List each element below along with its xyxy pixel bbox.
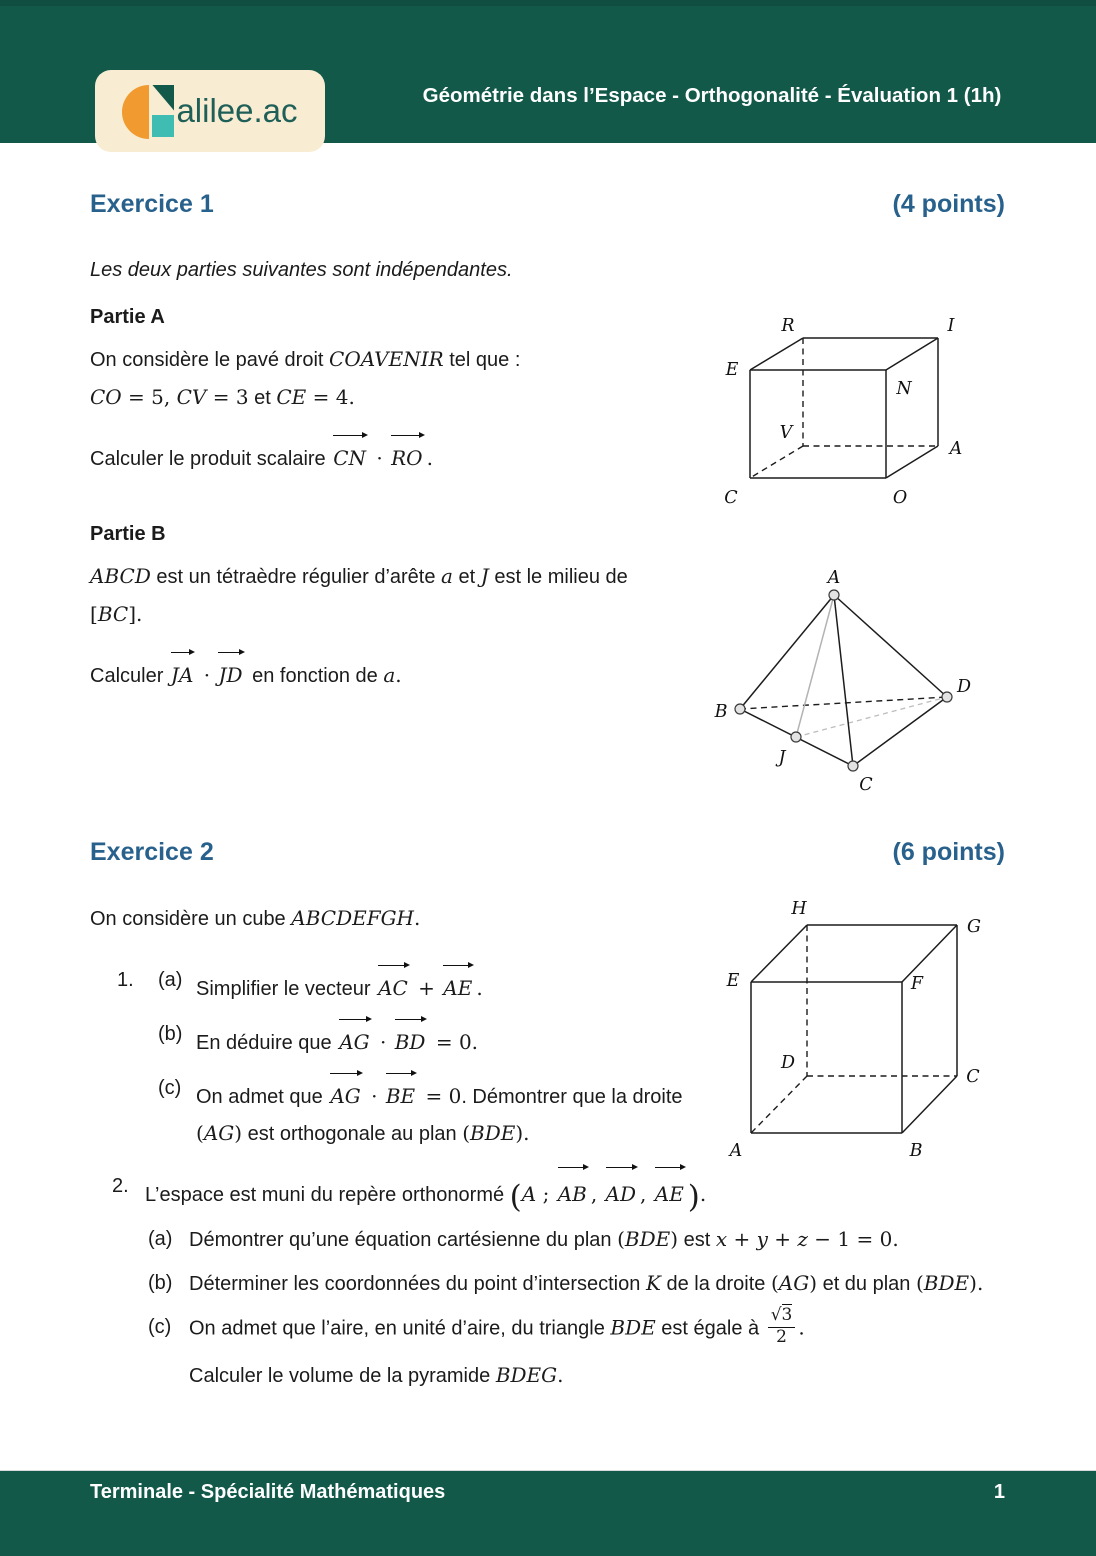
vertex-dot-D [942, 692, 952, 702]
edge-OA [886, 446, 938, 478]
question2-block [112, 1164, 1036, 1394]
edge-AB [740, 595, 834, 709]
edge-JD [796, 697, 947, 737]
exercise2-title: Exercice 2 [90, 838, 214, 866]
exercise1-title: Exercice 1 [90, 190, 214, 218]
question2c-label: (c) [148, 1316, 172, 1338]
question1a-label: (a) [158, 969, 183, 991]
exercise1-points: (4 points) [892, 190, 1005, 218]
question2c-continuation: Calculer le volume de la pyramide BDEG. [189, 1362, 564, 1387]
vertex-label-R: R [781, 316, 795, 336]
part-a [90, 304, 670, 478]
vertex-label-B: B [714, 702, 728, 722]
galilee-logo [95, 70, 325, 152]
part-a-line2: CO = 5, CV = 3 et CE = 4. [90, 385, 355, 409]
edge-AC [834, 595, 853, 766]
question2b-label: (b) [148, 1272, 173, 1294]
footer-page-number: 1 [993, 1481, 1005, 1503]
vertex-label-E: E [725, 360, 739, 380]
exercise1-intro: Les deux parties suivantes sont indépendantes. [90, 259, 513, 281]
vertex-label-C: C [724, 488, 738, 508]
exercise1-header [90, 190, 1005, 219]
edge-EH [751, 925, 807, 982]
question1c-row [117, 1070, 697, 1152]
question2-head-text: L’espace est muni du repère orthonormé (A ; AB , AD , AE ). [145, 1164, 1036, 1217]
vertex-label-A: A [729, 1141, 743, 1161]
edge-CD [853, 697, 947, 766]
exercise2-points: (6 points) [892, 838, 1005, 866]
question2b-text: Déterminer les coordonnées du point d’intersection K de la droite (AG) et du plan (BDE). [189, 1271, 984, 1295]
question2-head-row [112, 1164, 1036, 1217]
question1-list [117, 962, 697, 1161]
part-a-heading: Partie A [90, 306, 165, 328]
vertex-label-F: F [910, 974, 924, 994]
edge-VC [750, 446, 803, 478]
question2b-row [148, 1265, 1036, 1302]
page-footer [0, 1470, 1096, 1556]
part-b [90, 521, 670, 695]
question1a-row [117, 962, 697, 1007]
vertex-label-E: E [726, 971, 740, 991]
question2-items [148, 1221, 1036, 1394]
vertex-label-V: V [779, 423, 793, 443]
question1c-label: (c) [158, 1077, 182, 1099]
vertex-label-A: A [949, 439, 963, 459]
question1c-text: On admet que AG · BE = 0. Démontrer que la droite (AG) est orthogonale au plan (BDE). [196, 1070, 697, 1152]
question2a-text: Démontrer qu’une équation cartésienne du plan (BDE) est x + y + z − 1 = 0. [189, 1227, 899, 1251]
figure-cube [718, 896, 1010, 1170]
vertex-label-N: N [896, 379, 912, 399]
part-b-line1: ABCD est un tétraèdre régulier d’arête a et J est le milieu de [BC]. [90, 564, 628, 626]
logo-teal-square [152, 115, 174, 137]
question2c-row [148, 1305, 1036, 1350]
vertex-label-D: D [780, 1053, 796, 1073]
vertex-dot-C [848, 761, 858, 771]
question1b-text: En déduire que AG · BD = 0. [196, 1016, 697, 1061]
vertex-dot-A [829, 590, 839, 600]
figure-tetraedre [698, 566, 1003, 812]
document-title: Géométrie dans l’Espace - Orthogonalité - Évaluation 1 (1h) [422, 84, 1002, 107]
question1a-text: Simplifier le vecteur AC + AE . [196, 962, 697, 1007]
vertex-dot-J [791, 732, 801, 742]
exercise2-header [90, 838, 1005, 867]
vertex-label-A: A [827, 568, 841, 588]
edge-AD [834, 595, 947, 697]
vertex-label-O: O [892, 488, 908, 508]
question1-number: 1. [117, 969, 134, 991]
vertex-label-C: C [859, 775, 873, 795]
vertex-label-I: I [947, 316, 955, 336]
part-b-heading: Partie B [90, 523, 166, 545]
galilee-logo-icon [122, 82, 172, 140]
question2c-text: On admet que l’aire, en unité d’aire, du triangle BDE est égale à $\frac{√3}{2}$ . [189, 1305, 805, 1347]
vertex-label-D: D [956, 677, 972, 697]
logo-orange-arc [122, 85, 149, 139]
page-header [0, 0, 1096, 143]
edge-DA [751, 1076, 807, 1133]
vertex-label-C: C [966, 1067, 980, 1087]
exercise2-intro: On considère un cube ABCDEFGH. [90, 906, 421, 930]
vertex-label-J: J [778, 748, 786, 768]
question2-number: 2. [112, 1175, 129, 1197]
question2a-label: (a) [148, 1228, 173, 1250]
edge-JA [796, 595, 834, 737]
figure-pave-droit [713, 310, 1013, 521]
edge-NI [886, 338, 938, 370]
logo-green-triangle [152, 85, 174, 111]
vertex-dot-B [735, 704, 745, 714]
vertex-label-G: G [967, 917, 981, 937]
question2a-row [148, 1221, 1036, 1258]
logo-text: alilee.ac [176, 92, 298, 129]
part-a-line1: On considère le pavé droit COAVENIR tel que : [90, 347, 521, 371]
part-a-line3: Calculer le produit scalaire CN · RO . [90, 432, 670, 478]
part-b-line3: Calculer JA · JD en fonction de a. [90, 649, 670, 695]
vertex-label-H: H [791, 899, 807, 919]
question1b-label: (b) [158, 1023, 183, 1045]
question1b-row [117, 1016, 697, 1061]
vertex-label-B: B [909, 1141, 923, 1161]
footer-course-label: Terminale - Spécialité Mathématiques [90, 1481, 446, 1503]
edge-ER [750, 338, 803, 370]
edge-CB [902, 1076, 957, 1133]
edge-BD [740, 697, 947, 709]
